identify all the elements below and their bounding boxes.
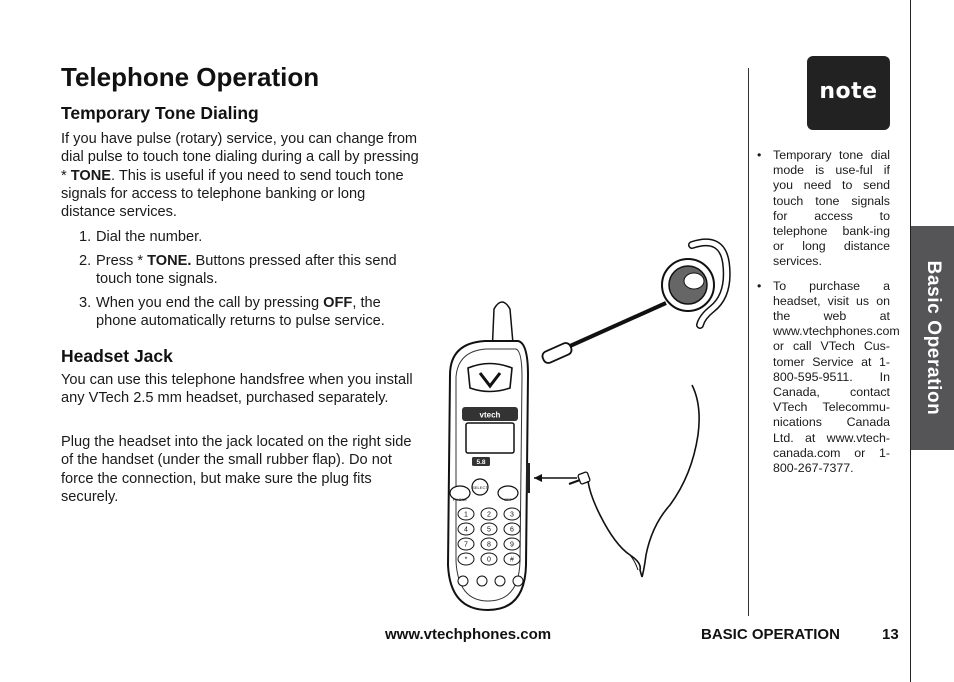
step-number: 1. — [79, 229, 92, 245]
note-item — [757, 148, 890, 270]
bold-run: TONE — [70, 167, 112, 184]
step-1 — [79, 228, 424, 246]
page-button — [513, 576, 523, 586]
footer-section: BASIC OPERATION — [701, 626, 840, 643]
note-list — [757, 148, 900, 485]
step-text — [79, 228, 424, 246]
bullet: • — [757, 278, 762, 293]
off-button-label: OFF — [504, 497, 512, 502]
page-title: Telephone Operation — [61, 62, 320, 92]
keypad-key-label: # — [510, 556, 514, 564]
step-number: 3. — [79, 295, 92, 311]
keypad-key-label: 1 — [464, 511, 468, 519]
section-tab — [911, 226, 954, 450]
footer-url: www.vtechphones.com — [385, 626, 552, 643]
select-button-label: SELECT — [472, 485, 488, 490]
text-run: Buttons pressed after this send touch tone signals. — [96, 253, 397, 288]
note-item — [757, 278, 900, 477]
headset-cord — [588, 481, 642, 577]
section-tab-label: Basic Operation — [923, 260, 944, 416]
step-text — [79, 294, 424, 331]
bullet: • — [757, 148, 762, 162]
tone-dialing-paragraph — [61, 130, 423, 221]
keypad-key-label: 4 — [464, 526, 468, 534]
step-text — [79, 252, 424, 289]
plug-tip — [569, 480, 580, 484]
text-run: Press * — [96, 253, 148, 269]
earpiece-cap — [684, 273, 704, 289]
band-label: 5.8 — [476, 459, 486, 466]
text-run: . This is useful if you need to send touch tone signals for access to telephone banking or long distance services. — [61, 167, 404, 221]
keypad-key-label: 7 — [464, 541, 468, 549]
section-heading-headset-jack: Headset Jack — [61, 346, 173, 366]
step-number: 2. — [79, 253, 92, 269]
note-text: Temporary tone dial mode is use-ful if you need to send touch tone signals for access to telephone bank-ing or long distance services. — [773, 148, 890, 269]
keypad-key-label: 3 — [510, 511, 514, 519]
bold-run: TONE. — [147, 253, 192, 269]
brand-label: vtech — [479, 410, 501, 420]
arrow-head-icon — [534, 474, 542, 482]
mute-button — [458, 576, 468, 586]
section-heading-tone-dialing: Temporary Tone Dialing — [61, 103, 259, 123]
headset-cord-upper — [642, 385, 699, 577]
text-run: When you end the call by pressing — [96, 295, 324, 311]
text-run: Dial the number. — [96, 229, 203, 245]
headset-paragraph-1: You can use this telephone handsfree when you install any VTech 2.5 mm headset, purchased separately. — [61, 372, 413, 407]
keypad-key-label: 2 — [487, 511, 491, 519]
flash-button — [477, 576, 487, 586]
display-screen — [466, 423, 514, 453]
page-number: 13 — [882, 626, 899, 643]
keypad-key-label: 9 — [510, 541, 514, 549]
step-2 — [79, 252, 424, 289]
column-divider — [748, 68, 749, 616]
keypad-key-label: * — [464, 556, 468, 564]
note-badge: note — [807, 56, 890, 130]
headset-paragraph-2: Plug the headset into the jack located on the right side of the handset (under the small rubber flap). Do not force the connection, but make sure the plug fits securely. — [61, 434, 412, 505]
keypad-key-label: 8 — [487, 541, 491, 549]
text-run: , the phone automatically returns to pulse service. — [96, 295, 385, 330]
microphone-tip — [541, 341, 573, 364]
bold-run: OFF — [323, 295, 353, 311]
note-text: To purchase a headset, visit us on the web at www.vtechphones.com or call VTech Cus-tomer Service at 1-800-595-9511. In Canada, contact VTech Telecommu-nications Canada Ltd. at www.vtech-canada.com or 1-800-267-7377. — [773, 278, 900, 476]
phone-button-label: PHONE — [452, 497, 468, 502]
redial-button — [495, 576, 505, 586]
keypad-key-label: 0 — [487, 556, 491, 564]
step-3 — [79, 294, 424, 331]
handset-headset-illustration — [430, 225, 750, 620]
keypad-key-label: 5 — [487, 526, 491, 534]
headset-jack-flap — [526, 463, 530, 493]
keypad-key-label: 6 — [510, 526, 514, 534]
text-run: If you have pulse (rotary) service, you can change from dial pulse to touch tone dialing during a call by pressing * — [61, 131, 419, 184]
